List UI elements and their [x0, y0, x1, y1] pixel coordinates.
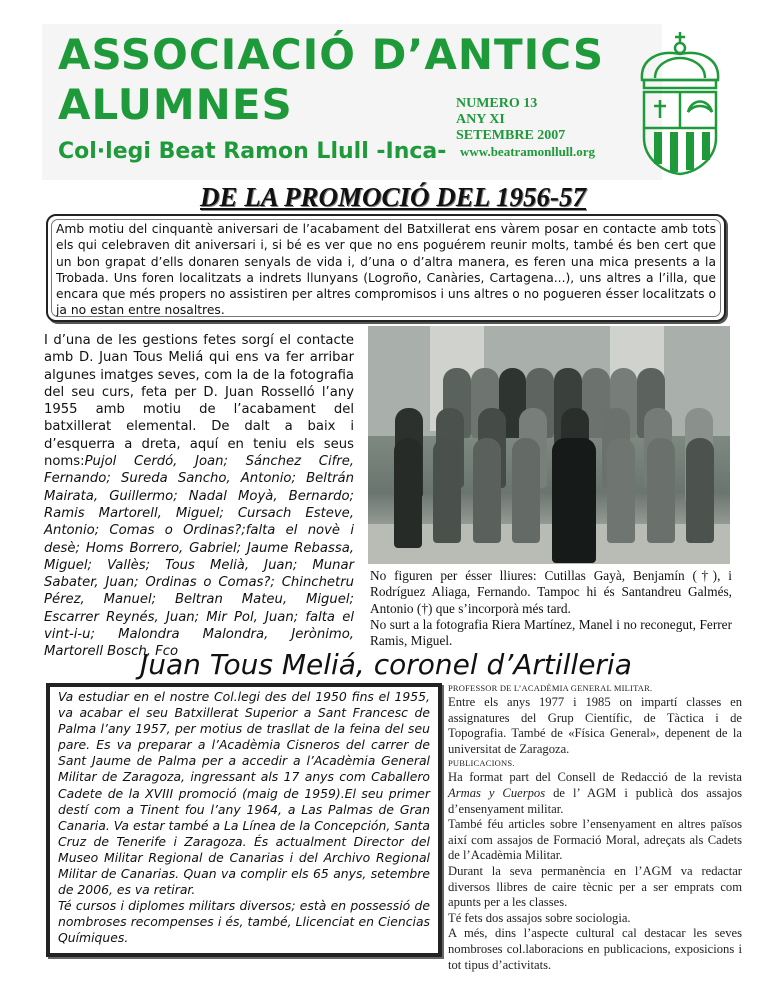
- masthead-title-line2: ALUMNES: [58, 80, 293, 129]
- intro-box: [46, 214, 726, 322]
- section-heading-publications: PUBLICACIONS.: [448, 758, 515, 769]
- bio-paragraph-2: Té cursos i diplomes militars diversos; està en possessió de nombroses recompenses i és, també, Llicenciat en Ciencias Químiques.: [58, 898, 430, 946]
- photo-article-intro: I d’una de les gestions fetes sorgí el contacte amb D. Juan Tous Meliá qui ens va fer arribar algunes imatges seves, com la de la fotografia del seu curs, feta per D. Juan Rosselló l’any 1955 amb motiu de l’acabament del batxillerat elemental. De dalt a baix i d’esquerra a dreta, aquí en teniu els seus noms:: [44, 333, 354, 470]
- profile-title: Juan Tous Meliá, coronel d’Artilleria: [140, 648, 632, 681]
- cultural-paragraph: A més, dins l’aspecte cultural cal destacar les seves nombroses col.laboracions en publicacions, exposicions i tot tipus d’activitats.: [448, 926, 742, 972]
- intro-text: Amb motiu del cinquantè aniversari de l’acabament del Batxillerat ens vàrem posar en contacte amb tots els qui celebraven dit aniversari i, si bé es ver que no ens poguérem reunir molts, també és ben cert que un bon grapat d’ells donaren senyals de vida i, d’una o d’altra manera, es feren una mica presents a la Trobada. Uns foren localitzats a indrets llunyans (Logroño, Canàries, Cartagena...), uns altres a l’illa, que encara que més propers no assistiren per altres compromisos i uns altres o no pogueren ésser localitzats o ja no estan entre nosaltres.: [51, 219, 721, 317]
- masthead-title-line1: ASSOCIACIÓ D’ANTICS: [58, 30, 605, 79]
- publications-text-b: de l’ AGM i publicà dos assajos d’ensenyament militar.: [448, 785, 742, 816]
- section-heading-professor: PROFESSOR DE L’ACADÈMIA GENERAL MILITAR.: [448, 683, 653, 693]
- article-headline: DE LA PROMOCIÓ DEL 1956-57: [200, 182, 587, 212]
- journal-title: Armas y Cuerpos: [448, 785, 546, 800]
- website-link[interactable]: www.beatramonllull.org: [460, 144, 596, 159]
- books-paragraph: Durant la seva permanència en l’AGM va redactar diversos llibres de caire tècnic per a ser emprats com apunts per a les classes.: [448, 863, 742, 910]
- issue-info: [456, 96, 595, 160]
- issue-year: ANY XI: [456, 112, 505, 127]
- class-photo: [368, 326, 730, 564]
- sociology-paragraph: Té fets dos assajos sobre sociologia.: [448, 910, 631, 925]
- photo-caption-missing: No surt a la fotografia Riera Martínez, Manel i no reconegut, Ferrer Ramis, Miguel.: [370, 616, 732, 649]
- photo-article-names: Pujol Cerdó, Joan; Sánchez Cifre, Fernando; Sureda Sancho, Antonio; Beltrán Mairata, Guillermo; Nadal Moyà, Bernardo; Ramis Martorell, Miguel; Cursach Esteve, Antonio; Comas o Ordinas?;falta el novè i desè; Homs Borrero, Gabriel; Jaume Rebassa, Miguel; Vallès; Tous Melià, Juan; Munar Sabater, Juan; Ordinas o Comas?; Chinchetru Pérez, Manuel; Beltran Mateu, Miguel; Escarrer Reynés, Juan; Mir Pol, Juan; falta el vint-i-u; Malondra Malondra, Jerònimo, Martorell Bosch, Fco: [44, 454, 354, 660]
- articles-paragraph: També féu articles sobre l’ensenyament en altres països així com assajos de Formació Moral, adreçats als Cadets de l’Acadèmia Militar.: [448, 817, 742, 863]
- issue-number: NUMERO 13: [456, 96, 538, 111]
- profile-right-column: [448, 682, 742, 973]
- issue-date: SETEMBRE 2007: [456, 128, 566, 143]
- coat-of-arms-icon: [630, 28, 730, 178]
- bio-paragraph-1: Va estudiar en el nostre Col.legi des del 1950 fins el 1955, va acabar el seu Batxillerat Superior a Sant Francesc de Palma l’any 1957, per motius de trasllat de la feina del seu pare. Es va preparar a l’Acadèmia Cisneros del carrer de Sant Jaume de Palma per a accedir a l’Acadèmia General Militar de Zaragoza, ingressant als 17 anys com Caballero Cadete de la XVIII promoció (maig de 1959).El seu primer destí com a Tinent fou l’any 1964, a Las Palmas de Gran Canaria. Va estar també a La Línea de la Concepción, Santa Cruz de Tenerife i Zaragoza. És actualment Director del Museo Militar Regional de Canarias i del Archivo Regional Militar de Canarias. Quan va complir els 65 anys, setembre de 2006, es va retirar.: [58, 689, 430, 898]
- publications-text-a: Ha format part del Consell de Redacció de la revista: [448, 770, 742, 785]
- photo-row-front: [388, 438, 720, 563]
- photo-article-text: [44, 332, 354, 661]
- masthead-subtitle: Col·legi Beat Ramon Llull -Inca-: [58, 139, 447, 164]
- photo-caption-absent: No figuren per ésser lliures: Cutillas Gayà, Benjamín (†), i Rodríguez Aliaga, Fernando. Tampoc hi és Santandreu Galmés, Antonio (†) que s’incorporà més tard.: [370, 568, 732, 616]
- photo-caption: [370, 568, 732, 649]
- bio-box-text: [50, 687, 438, 949]
- professor-paragraph: Entre els anys 1977 i 1985 on impartí classes en assignatures del Grup Científic, de Tàctica i de Topografia. També de «Física General», depenent de la universitat de Zaragoza.: [448, 695, 742, 756]
- bio-box: [46, 683, 442, 957]
- publications-paragraph: [448, 770, 742, 817]
